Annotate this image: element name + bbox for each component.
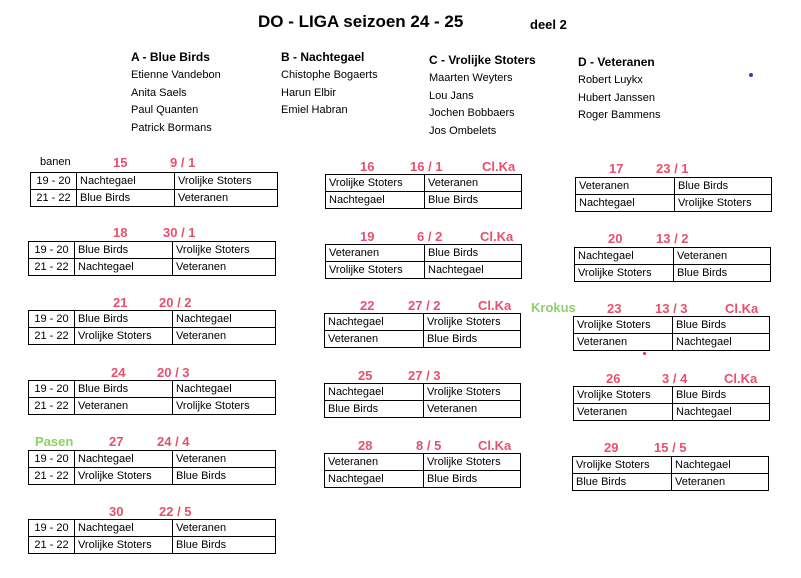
round-date: 23 / 1 [656,161,689,176]
table-row [574,334,770,351]
match-table [324,313,521,348]
away-team: Veteranen [173,328,276,345]
table-row [326,262,522,279]
match-table [28,241,276,276]
round-date: 20 / 3 [157,365,190,380]
away-team: Blue Birds [173,468,276,485]
away-team: Vrolijke Stoters [424,314,521,331]
round-number: 15 [113,155,128,170]
table-row [29,451,276,468]
player: Jochen Bobbaers [429,107,515,119]
match-table [325,174,522,209]
court-time: 19 - 20 [29,381,75,398]
round-date: 8 / 5 [416,438,442,453]
home-team: Nachtegael [75,451,173,468]
home-team: Vrolijke Stoters [326,262,425,279]
away-team: Vrolijke Stoters [173,398,276,415]
table-row [29,311,276,328]
group-d-title: D - Veteranen [578,55,655,69]
away-team: Nachtegael [673,404,770,421]
round-date: 27 / 2 [408,298,441,313]
player: Roger Bammens [578,109,661,121]
round-number: 21 [113,295,128,310]
home-team: Nachtegael [75,259,173,276]
table-row [574,404,770,421]
table-row [574,387,770,404]
player: Anita Saels [131,86,187,99]
court-time: 19 - 20 [29,242,75,259]
round-date: 30 / 1 [163,225,196,240]
away-team: Blue Birds [675,178,772,195]
away-team: Blue Birds [674,265,771,282]
player: Paul Quanten [131,104,199,116]
group-b [281,50,378,120]
home-team: Vrolijke Stoters [326,175,425,192]
match-table [574,247,771,282]
match-table [575,177,772,212]
table-row [325,401,521,418]
table-row [573,474,769,491]
match-table [28,310,276,345]
match-table [324,453,521,488]
home-team: Blue Birds [75,381,173,398]
away-team: Veteranen [173,259,276,276]
round-tag: Cl.Ka [725,301,759,316]
player: Harun Elbir [281,86,337,99]
round-date: 6 / 2 [417,229,443,244]
table-row [326,175,522,192]
player: Jos Ombelets [429,124,497,137]
match-table [573,386,770,421]
away-team: Veteranen [173,520,276,537]
player: Hubert Janssen [578,91,656,104]
table-row [29,259,276,276]
holiday-note: Krokus [531,300,576,315]
table-row [574,317,770,334]
home-team: Veteranen [325,454,424,471]
round-number: 28 [358,438,373,453]
match-table [28,450,276,485]
away-team: Veteranen [175,190,278,207]
stray-dot-mark [749,73,753,77]
round-date: 13 / 2 [656,231,689,246]
away-team: Veteranen [674,248,771,265]
match-table [30,172,278,207]
court-time: 21 - 22 [29,537,75,554]
match-table [28,519,276,554]
banen-label: banen [40,156,71,168]
table-row [325,471,521,488]
home-team: Blue Birds [75,242,173,259]
home-team: Veteranen [574,404,673,421]
table-row [326,192,522,209]
home-team: Veteranen [574,334,673,351]
table-row [29,328,276,345]
group-a-title: A - Blue Birds [131,50,210,64]
court-time: 19 - 20 [29,520,75,537]
home-team: Vrolijke Stoters [573,457,672,474]
home-team: Vrolijke Stoters [574,317,673,334]
table-row [29,398,276,415]
round-date: 22 / 5 [159,504,192,519]
home-team: Nachtegael [77,173,175,190]
round-date: 24 / 4 [157,434,190,449]
home-team: Nachtegael [576,195,675,212]
away-team: Blue Birds [173,537,276,554]
match-table [325,244,522,279]
home-team: Vrolijke Stoters [75,328,173,345]
away-team: Vrolijke Stoters [424,454,521,471]
away-team: Nachtegael [673,334,770,351]
round-tag: Cl.Ka [478,438,512,453]
player: Robert Luykx [578,74,643,86]
table-row [576,195,772,212]
away-team: Nachtegael [425,262,522,279]
table-row [325,331,521,348]
away-team: Vrolijke Stoters [675,195,772,212]
group-b-title: B - Nachtegael [281,50,365,64]
away-team: Nachtegael [173,381,276,398]
table-row [29,242,276,259]
round-tag: Cl.Ka [480,229,514,244]
holiday-note: Pasen [35,434,74,449]
round-number: 18 [113,225,128,240]
player: Chistophe Bogaerts [281,69,378,81]
court-time: 19 - 20 [29,311,75,328]
court-time: 21 - 22 [29,328,75,345]
group-c [429,53,536,140]
away-team: Blue Birds [424,471,521,488]
match-table [573,316,770,351]
round-date: 15 / 5 [654,440,687,455]
home-team: Veteranen [75,398,173,415]
table-row [575,248,771,265]
court-time: 21 - 22 [29,468,75,485]
home-team: Nachtegael [325,314,424,331]
round-number: 17 [609,161,624,176]
home-team: Blue Birds [325,401,424,418]
player: Maarten Weyters [429,72,513,84]
away-team: Veteranen [424,401,521,418]
round-number: 22 [360,298,375,313]
home-team: Vrolijke Stoters [75,537,173,554]
player: Emiel Habran [281,104,348,116]
player: Patrick Bormans [131,121,212,134]
player: Etienne Vandebon [131,69,221,81]
away-team: Veteranen [173,451,276,468]
home-team: Vrolijke Stoters [75,468,173,485]
stray-dot-mark [643,352,646,355]
round-number: 16 [360,159,375,174]
round-tag: Cl.Ka [724,371,758,386]
table-row [31,190,278,207]
away-team: Veteranen [672,474,769,491]
home-team: Nachtegael [325,471,424,488]
court-time: 21 - 22 [29,398,75,415]
home-team: Veteranen [325,331,424,348]
table-row [573,457,769,474]
court-time: 21 - 22 [29,259,75,276]
table-row [576,178,772,195]
away-team: Blue Birds [425,192,522,209]
table-row [325,454,521,471]
away-team: Vrolijke Stoters [173,242,276,259]
round-date: 13 / 3 [655,301,688,316]
home-team: Nachtegael [326,192,425,209]
part-label: deel 2 [530,17,567,32]
round-date: 9 / 1 [170,155,196,170]
round-number: 26 [606,371,621,386]
group-d [578,55,661,125]
away-team: Blue Birds [673,317,770,334]
away-team: Veteranen [425,175,522,192]
group-a [131,50,221,137]
court-time: 19 - 20 [31,173,77,190]
round-tag: Cl.Ka [478,298,512,313]
table-row [325,314,521,331]
page-title: DO - LIGA seizoen 24 - 25 [258,12,464,31]
round-date: 27 / 3 [408,368,441,383]
home-team: Vrolijke Stoters [575,265,674,282]
court-time: 19 - 20 [29,451,75,468]
away-team: Vrolijke Stoters [424,384,521,401]
table-row [29,520,276,537]
match-table [324,383,521,418]
table-row [29,537,276,554]
away-team: Blue Birds [424,331,521,348]
round-date: 3 / 4 [662,371,688,386]
round-number: 19 [360,229,375,244]
away-team: Nachtegael [173,311,276,328]
player: Lou Jans [429,89,474,102]
away-team: Nachtegael [672,457,769,474]
court-time: 21 - 22 [31,190,77,207]
table-row [575,265,771,282]
away-team: Blue Birds [425,245,522,262]
home-team: Veteranen [326,245,425,262]
round-date: 20 / 2 [159,295,192,310]
round-number: 24 [111,365,126,380]
home-team: Nachtegael [75,520,173,537]
home-team: Vrolijke Stoters [574,387,673,404]
round-date: 16 / 1 [410,159,443,174]
round-number: 23 [607,301,622,316]
home-team: Blue Birds [77,190,175,207]
match-table [572,456,769,491]
round-number: 30 [109,504,124,519]
table-row [29,381,276,398]
round-number: 29 [604,440,619,455]
group-c-title: C - Vrolijke Stoters [429,53,536,67]
home-team: Nachtegael [575,248,674,265]
round-number: 27 [109,434,124,449]
home-team: Blue Birds [573,474,672,491]
table-row [325,384,521,401]
away-team: Blue Birds [673,387,770,404]
home-team: Veteranen [576,178,675,195]
round-number: 25 [358,368,373,383]
table-row [31,173,278,190]
round-tag: Cl.Ka [482,159,516,174]
home-team: Nachtegael [325,384,424,401]
round-number: 20 [608,231,623,246]
table-row [326,245,522,262]
table-row [29,468,276,485]
home-team: Blue Birds [75,311,173,328]
match-table [28,380,276,415]
away-team: Vrolijke Stoters [175,173,278,190]
